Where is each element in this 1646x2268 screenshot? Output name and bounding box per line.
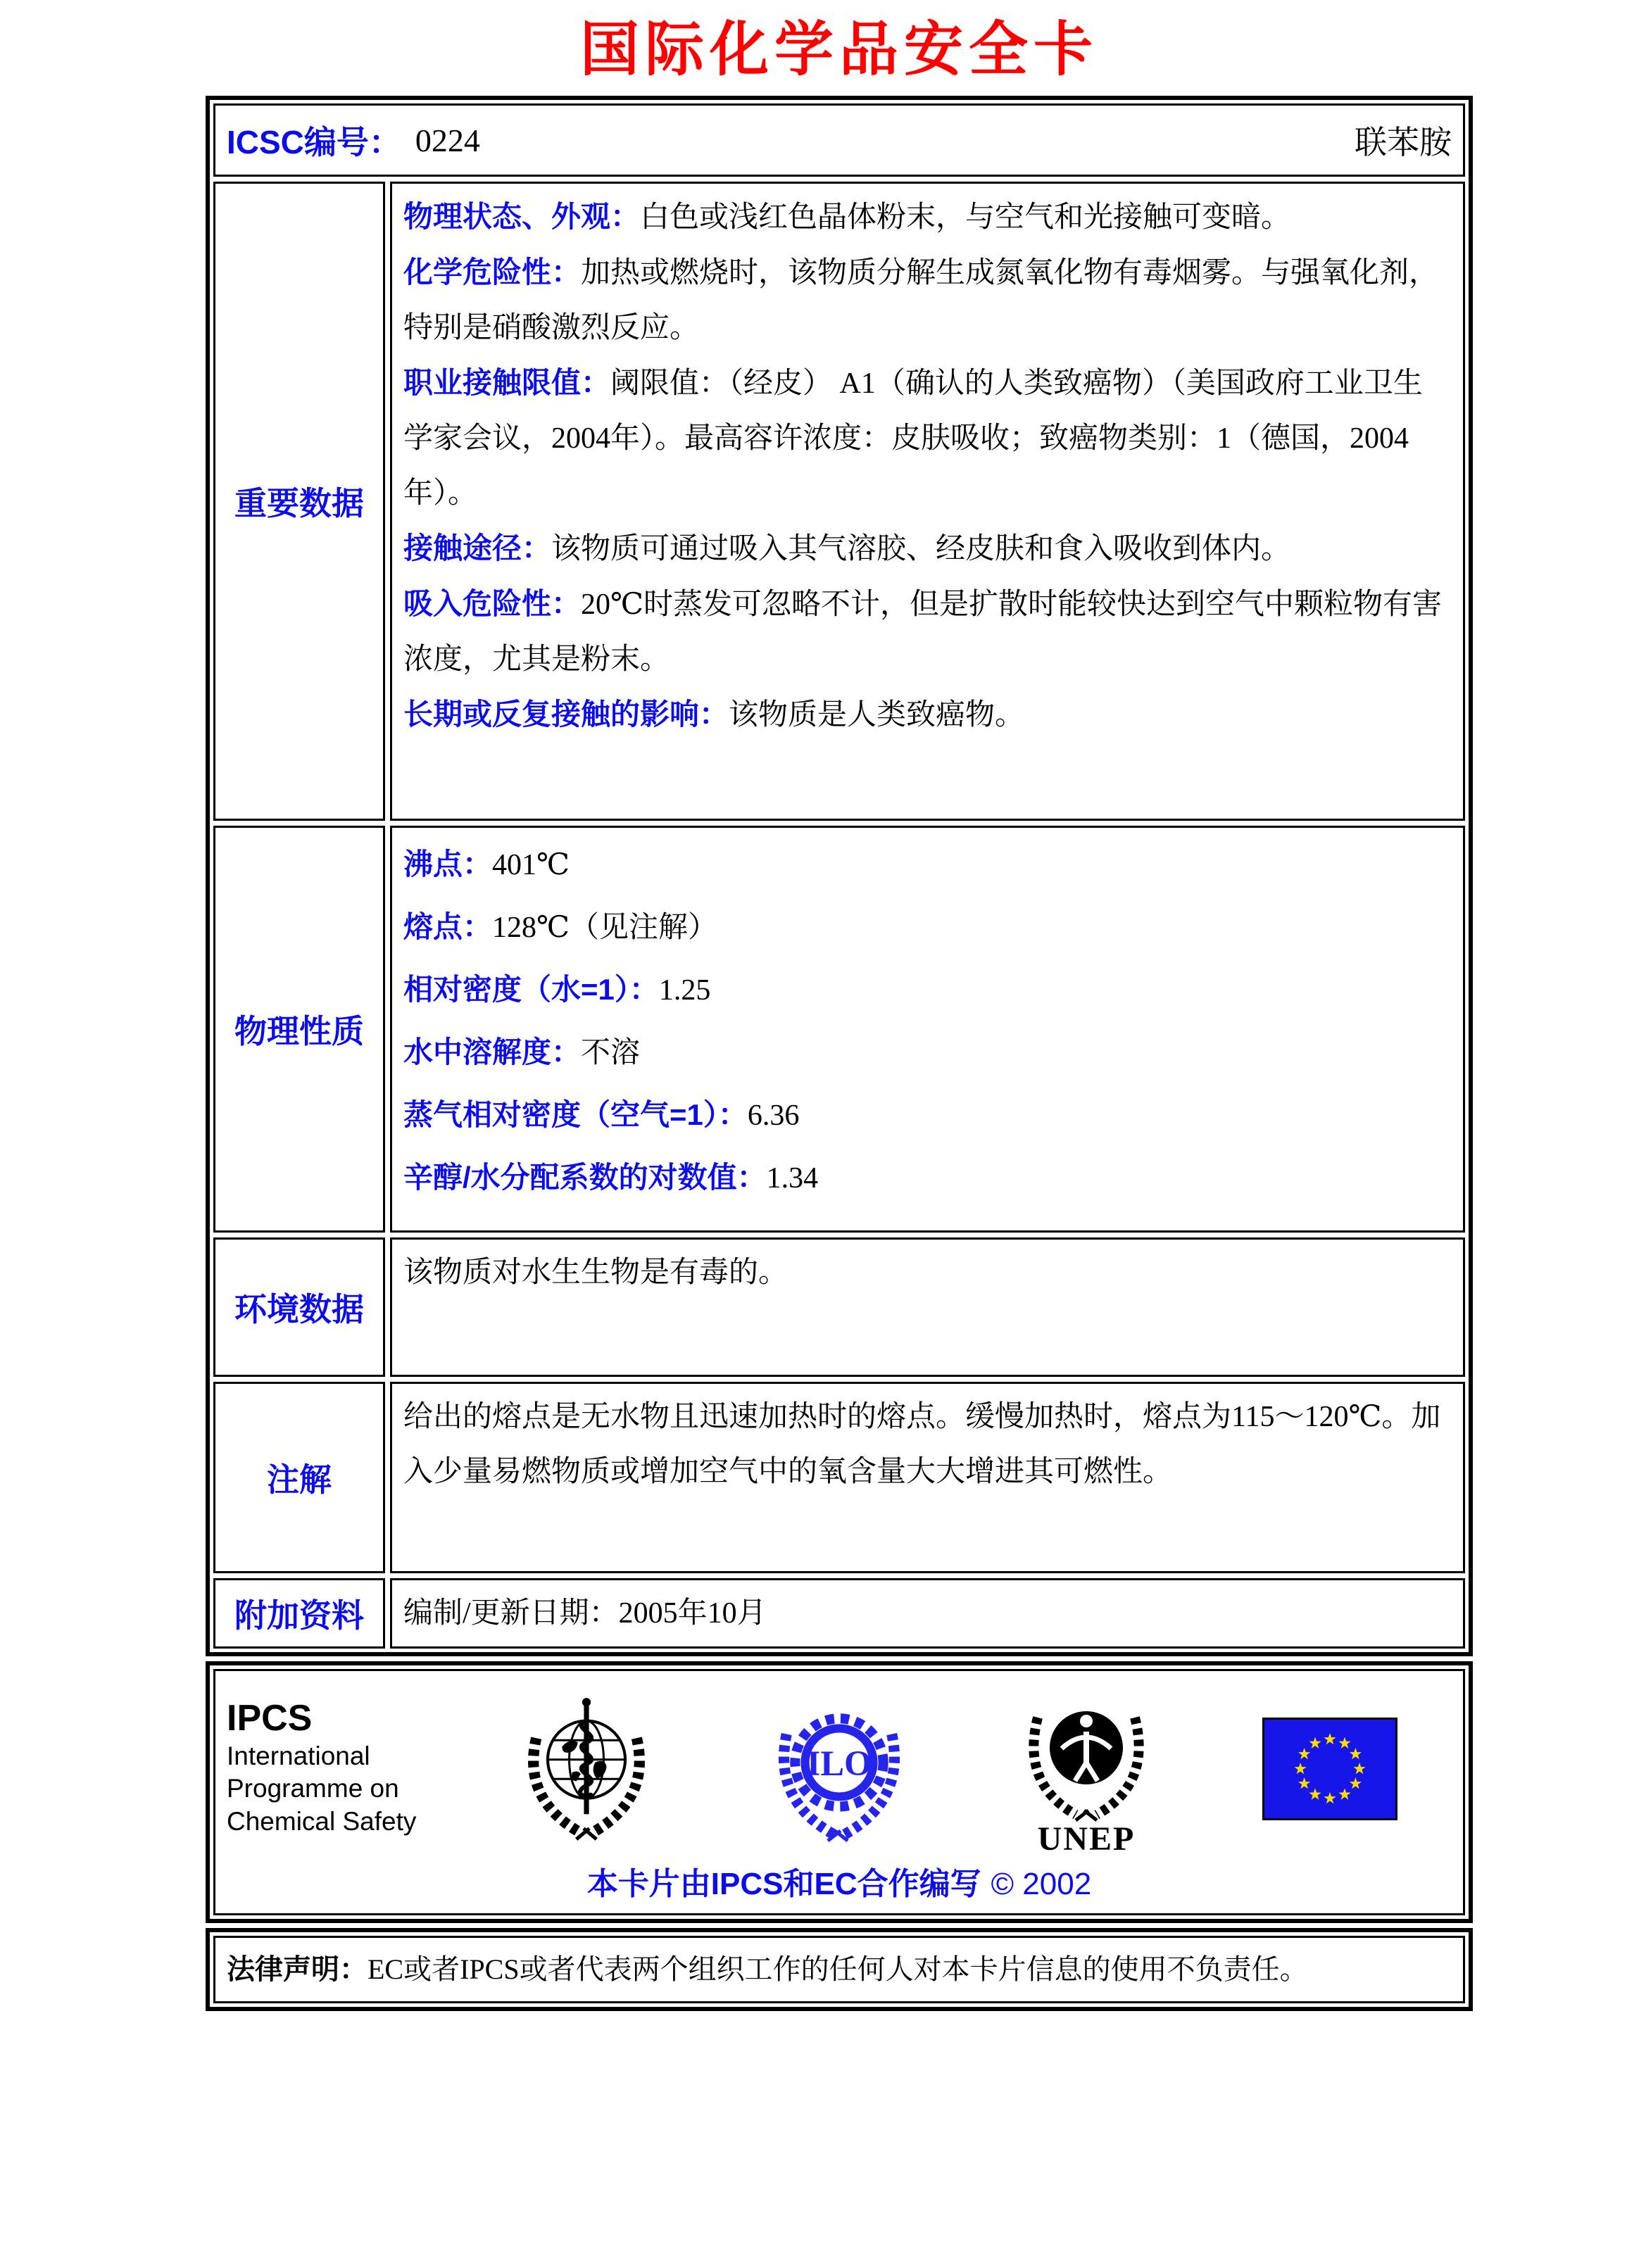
ipcs-acronym: IPCS <box>227 1698 313 1739</box>
ipcs-line-3: Chemical Safety <box>227 1806 417 1836</box>
main-table <box>206 96 1473 1656</box>
additional-info-text: 编制/更新日期：2005年10月 <box>403 1597 767 1630</box>
environmental-data-content <box>390 1237 1465 1377</box>
entry-chemical-hazard: 化学危险性：加热或燃烧时，该物质分解生成氮氧化物有毒烟雾。与强氧化剂，特别是硝酸激烈反应。 <box>403 256 1439 345</box>
header-cell <box>213 103 1465 177</box>
unep-logo-text: UNEP <box>1037 1820 1135 1858</box>
icsc-number-label: ICSC编号： <box>227 124 401 161</box>
ipcs-text-block <box>227 1678 459 1838</box>
prop-octanol-water: 辛醇/水分配系数的对数值：1.34 <box>403 1161 819 1195</box>
page-title: 国际化学品安全卡 <box>579 18 1098 83</box>
logo-strip <box>459 1678 1452 1857</box>
legal-notice-text: EC或者IPCS或者代表两个组织工作的任何人对本卡片信息的使用不负责任。 <box>367 1953 1308 1986</box>
header-row <box>213 103 1465 177</box>
icsc-number-value: 0224 <box>415 122 480 158</box>
notes-text: 给出的熔点是无水物且迅速加热时的熔点。缓慢加热时，熔点为115～120℃。加入少量易燃物质或增加空气中的氧含量大大增进其可燃性。 <box>403 1401 1441 1489</box>
important-data-row-label: 重要数据 <box>213 182 385 821</box>
ilo-logo-icon <box>768 1694 910 1844</box>
prop-boiling-point: 沸点：401℃ <box>403 848 570 882</box>
chemical-name: 联苯胺 <box>1355 125 1452 161</box>
physical-properties-row <box>213 826 1465 1233</box>
entry-exposure-routes: 接触途径：该物质可通过吸入其气溶胶、经皮肤和食入吸收到体内。 <box>403 531 1291 566</box>
legal-box <box>206 1928 1473 2011</box>
copyright-text: © 2002 <box>991 1867 1092 1902</box>
additional-info-row-label: 附加资料 <box>213 1578 385 1649</box>
notes-row <box>213 1382 1465 1573</box>
additional-info-row <box>213 1578 1465 1649</box>
legal-notice-label: 法律声明： <box>227 1954 367 1986</box>
entry-long-term-effects: 长期或反复接触的影响：该物质是人类致癌物。 <box>403 698 1025 732</box>
environmental-data-row-label: 环境数据 <box>213 1237 385 1377</box>
entry-physical-state: 物理状态、外观：白色或浅红色晶体粉末，与空气和光接触可变暗。 <box>403 200 1291 234</box>
cooperation-caption <box>227 1858 1452 1903</box>
cooperation-caption-text: 本卡片由IPCS和EC合作编写 <box>586 1867 981 1902</box>
prop-water-solubility: 水中溶解度：不溶 <box>403 1035 641 1070</box>
ipcs-line-2: Programme on <box>227 1774 399 1803</box>
organizations-cell <box>213 1669 1465 1915</box>
entry-occupational-limits: 职业接触限值：阈限值：（经皮） A1（确认的人类致癌物）（美国政府工业卫生学家会议，2004年）。最高容许浓度：皮肤吸收；致癌物类别：1（德国，2004年）。 <box>403 366 1423 510</box>
entry-inhalation-risk: 吸入危险性：20℃时蒸发可忽略不计，但是扩散时能较快达到空气中颗粒物有害浓度，尤其是粉末。 <box>403 587 1443 676</box>
legal-notice <box>227 1948 1308 1991</box>
prop-melting-point: 熔点：128℃（见注解） <box>403 910 717 945</box>
important-data-content <box>390 182 1465 821</box>
prop-vapor-density: 蒸气相对密度（空气=1）：6.36 <box>403 1098 800 1133</box>
legal-cell <box>213 1936 1465 2003</box>
notes-content <box>390 1382 1465 1573</box>
icsc-number-group <box>227 117 480 163</box>
ipcs-line-1: International <box>227 1741 370 1771</box>
eu-flag-icon <box>1262 1718 1397 1820</box>
environmental-data-row <box>213 1237 1465 1377</box>
ilo-logo-text: ILO <box>806 1744 872 1784</box>
icsc-card <box>206 18 1473 2011</box>
important-data-row <box>213 182 1465 821</box>
organizations-box <box>206 1661 1473 1923</box>
physical-properties-row-label: 物理性质 <box>213 826 385 1233</box>
who-logo-icon <box>514 1694 659 1844</box>
physical-properties-content <box>390 826 1465 1233</box>
unep-logo-icon <box>1019 1681 1153 1857</box>
environmental-data-text: 该物质对水生生物是有毒的。 <box>403 1256 789 1290</box>
notes-row-label: 注解 <box>213 1382 385 1573</box>
prop-relative-density: 相对密度（水=1）：1.25 <box>403 973 711 1007</box>
additional-info-content <box>390 1578 1465 1649</box>
